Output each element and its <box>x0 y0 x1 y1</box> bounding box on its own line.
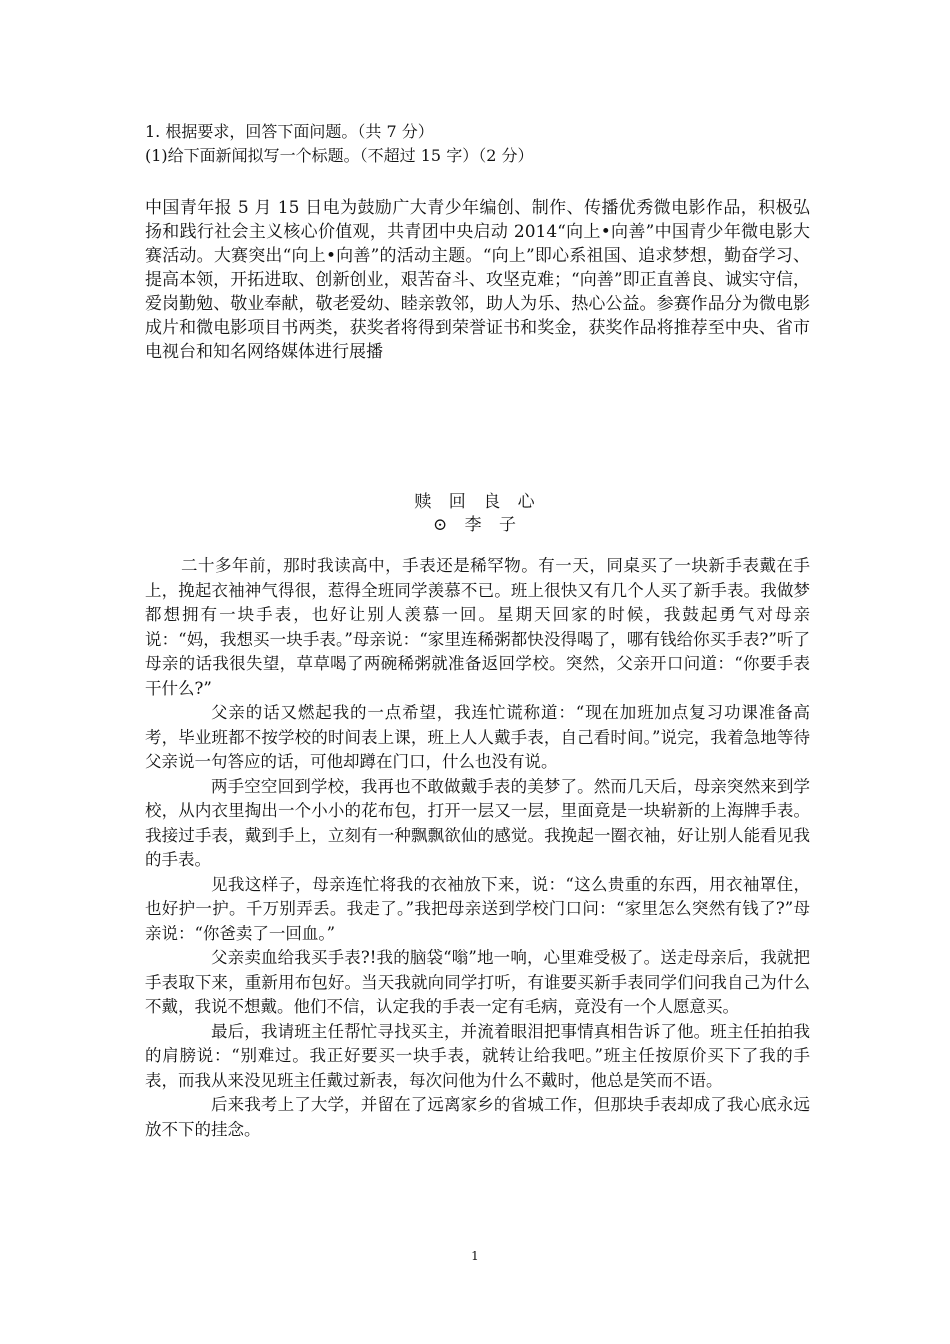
question-heading: 1. 根据要求，回答下面问题。（共 7 分） <box>145 122 434 141</box>
essay-paragraph: 后来我考上了大学，并留在了远离家乡的省城工作，但那块手表却成了我心底永远放不下的挂念。 <box>145 1095 810 1139</box>
essay-paragraph: 最后，我请班主任帮忙寻找买主，并流着眼泪把事情真相告诉了他。班主任拍拍我的肩膀说：“别难过。我正好要买一块手表，就转让给我吧。”班主任按原价买下了我的手表，而我从来没见班主任戴过新表，每次问他为什么不戴时，他总是笑而不语。 <box>145 1021 810 1090</box>
essay-paragraph: 二十多年前，那时我读高中，手表还是稀罕物。有一天，同桌买了一块新手表戴在手上，挽起衣袖神气得很，惹得全班同学羡慕不已。班上很快又有几个人买了新手表。我做梦都想拥有一块手表，也好让别人羡慕一回。星期天回家的时候，我鼓起勇气对母亲说：“妈，我想买一块手表。”母亲说：“家里连稀粥都快没得喝了，哪有钱给你买手表?”听了母亲的话我很失望，草草喝了两碗稀粥就准备返回学校。突然，父亲开口问道：“你要手表干什么?” <box>145 556 810 698</box>
essay-paragraph: 两手空空回到学校，我再也不敢做戴手表的美梦了。然而几天后，母亲突然来到学校，从内衣里掏出一个小小的花布包，打开一层又一层，里面竟是一块崭新的上海牌手表。我接过手表，戴到手上，立刻有一种飘飘欲仙的感觉。我挽起一圈衣袖，好让别人能看见我的手表。 <box>145 776 810 869</box>
page-number: 1 <box>471 1249 479 1263</box>
essay-section <box>145 490 810 1142</box>
news-passage: 中国青年报 5 月 15 日电为鼓励广大青少年编创、制作、传播优秀微电影作品，积极弘扬和践行社会主义核心价值观，共青团中央启动 2014“向上•向善”中国青少年微电影大赛活动。大赛突出“向上•向善”的活动主题。“向上”即心系祖国、追求梦想，勤奋学习、提高本领，开拓进取、创新创业，艰苦奋斗、攻坚克难；“向善”即正直善良、诚实守信，爱岗勤勉、敬业奉献，敬老爱幼、睦亲敦邻，助人为乐、热心公益。参赛作品分为微电影成片和微电影项目书两类，获奖者将得到荣誉证书和奖金，获奖作品将推荐至中央、省市电视台和知名网络媒体进行展播 <box>145 198 810 362</box>
essay-paragraph: 见我这样子，母亲连忙将我的衣袖放下来，说：“这么贵重的东西，用衣袖罩住，也好护一护。千万别弄丢。我走了。”我把母亲送到学校门口问：“家里怎么突然有钱了?”母亲说：“你爸卖了一回血。” <box>145 874 810 943</box>
essay-author: ⊙ 李 子 <box>432 515 523 535</box>
essay-paragraph: 父亲卖血给我买手表?!我的脑袋“嗡”地一响，心里难受极了。送走母亲后，我就把手表取下来，重新用布包好。当天我就向同学打听，有谁要买新手表同学们问我自己为什么不戴，我说不想戴。他们不信，认定我的手表一定有毛病，竟没有一个人愿意买。 <box>145 948 810 1016</box>
essay-title: 赎 回 良 心 <box>414 492 541 512</box>
question-section <box>145 120 810 364</box>
question-subitem: (1)给下面新闻拟写一个标题。（不超过 15 字）（2 分） <box>145 146 534 165</box>
essay-paragraph: 父亲的话又燃起我的一点希望，我连忙谎称道：“现在加班加点复习功课准备高考，毕业班都不按学校的时间表上课，班上人人戴手表，自己看时间。”说完，我着急地等待父亲说一句答应的话，可他却蹲在门口，什么也没有说。 <box>145 703 810 771</box>
